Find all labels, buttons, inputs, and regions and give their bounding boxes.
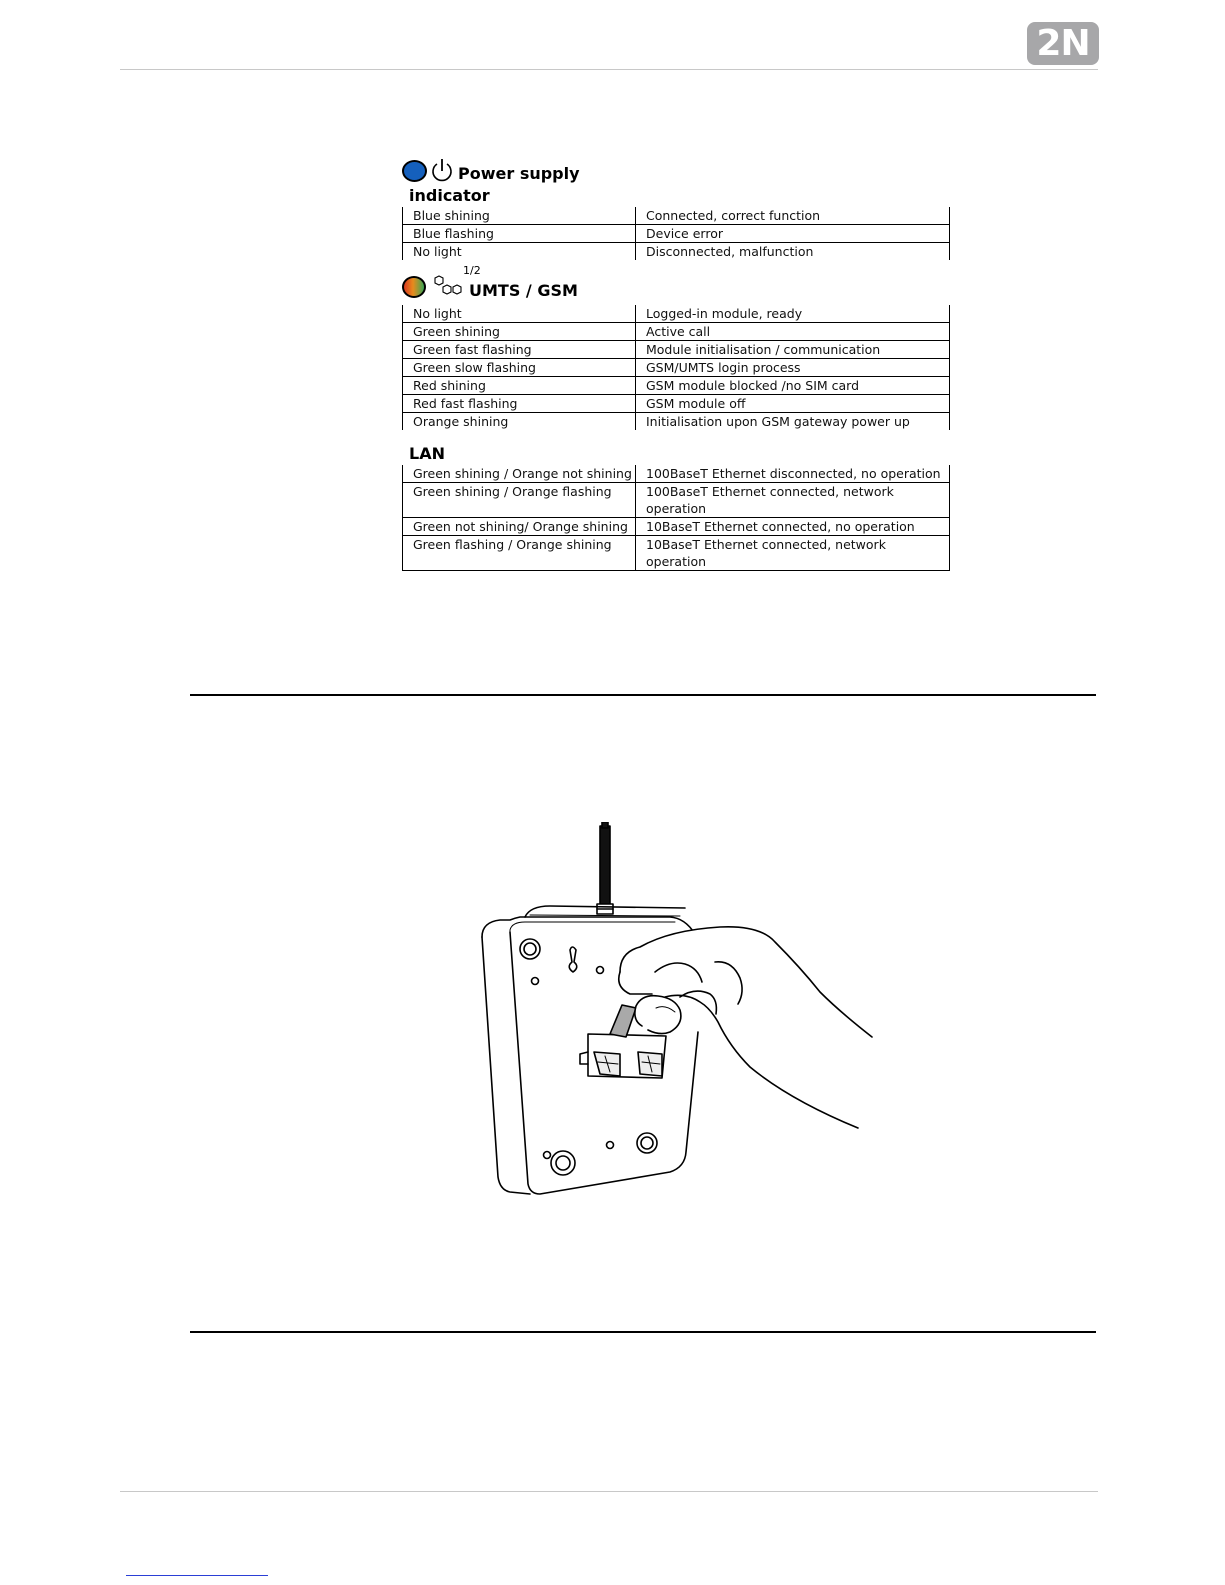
meaning-cell: Active call bbox=[636, 323, 950, 341]
table-row bbox=[403, 413, 950, 431]
network-cells-icon bbox=[429, 275, 465, 299]
state-cell: Green flashing / Orange shining bbox=[403, 536, 636, 571]
state-cell: Red shining bbox=[403, 377, 636, 395]
table-row bbox=[403, 395, 950, 413]
power-section bbox=[402, 155, 950, 260]
umts-table bbox=[402, 305, 950, 430]
meaning-cell: 100BaseT Ethernet connected, network operation bbox=[636, 483, 950, 518]
table-row bbox=[403, 225, 950, 243]
state-cell: No light bbox=[403, 243, 636, 261]
section-divider bbox=[190, 694, 1096, 696]
power-heading-line1: Power supply bbox=[458, 164, 580, 183]
meaning-cell: GSM module off bbox=[636, 395, 950, 413]
power-heading-line2: indicator bbox=[409, 186, 490, 205]
meaning-cell: 10BaseT Ethernet connected, network operation bbox=[636, 536, 950, 571]
meaning-cell: 100BaseT Ethernet disconnected, no operation bbox=[636, 465, 950, 483]
table-row bbox=[403, 377, 950, 395]
footer-link-underline[interactable] bbox=[126, 1575, 268, 1576]
antenna-icon bbox=[600, 826, 610, 906]
state-cell: Red fast flashing bbox=[403, 395, 636, 413]
meaning-cell: Logged-in module, ready bbox=[636, 305, 950, 323]
meaning-cell: Initialisation upon GSM gateway power up bbox=[636, 413, 950, 431]
state-cell: Green shining / Orange not shining bbox=[403, 465, 636, 483]
state-cell: Green not shining/ Orange shining bbox=[403, 518, 636, 536]
meaning-cell: GSM module blocked /no SIM card bbox=[636, 377, 950, 395]
footer-divider bbox=[120, 1491, 1098, 1492]
lan-heading: LAN bbox=[409, 444, 445, 463]
brand-logo: 2N bbox=[1027, 22, 1099, 65]
meaning-cell: Device error bbox=[636, 225, 950, 243]
meaning-cell: Connected, correct function bbox=[636, 207, 950, 225]
state-cell: Blue flashing bbox=[403, 225, 636, 243]
state-cell: Green slow flashing bbox=[403, 359, 636, 377]
table-row bbox=[403, 243, 950, 261]
meaning-cell: GSM/UMTS login process bbox=[636, 359, 950, 377]
blue-led-icon bbox=[402, 160, 427, 182]
table-row bbox=[403, 465, 950, 483]
sim-card-insertion-illustration bbox=[470, 822, 890, 1207]
table-row bbox=[403, 359, 950, 377]
meaning-cell: Disconnected, malfunction bbox=[636, 243, 950, 261]
state-cell: Green shining / Orange flashing bbox=[403, 483, 636, 518]
umts-heading: UMTS / GSM bbox=[469, 281, 578, 300]
section-divider bbox=[190, 1331, 1096, 1333]
state-cell: Green shining bbox=[403, 323, 636, 341]
table-row bbox=[403, 207, 950, 225]
umts-section bbox=[402, 264, 950, 430]
table-row bbox=[403, 305, 950, 323]
table-row bbox=[403, 341, 950, 359]
table-row bbox=[403, 323, 950, 341]
led-legend bbox=[402, 155, 950, 571]
meaning-cell: Module initialisation / communication bbox=[636, 341, 950, 359]
state-cell: Green fast flashing bbox=[403, 341, 636, 359]
umts-superscript: 1/2 bbox=[463, 264, 481, 277]
meaning-cell: 10BaseT Ethernet connected, no operation bbox=[636, 518, 950, 536]
multicolor-led-icon bbox=[402, 276, 426, 298]
table-row bbox=[403, 483, 950, 518]
table-row bbox=[403, 518, 950, 536]
state-cell: Orange shining bbox=[403, 413, 636, 431]
table-row bbox=[403, 536, 950, 571]
header-divider bbox=[120, 69, 1098, 70]
state-cell: No light bbox=[403, 305, 636, 323]
power-icon bbox=[430, 157, 454, 183]
lan-section bbox=[402, 443, 950, 571]
state-cell: Blue shining bbox=[403, 207, 636, 225]
power-table bbox=[402, 207, 950, 260]
lan-table bbox=[402, 465, 950, 571]
